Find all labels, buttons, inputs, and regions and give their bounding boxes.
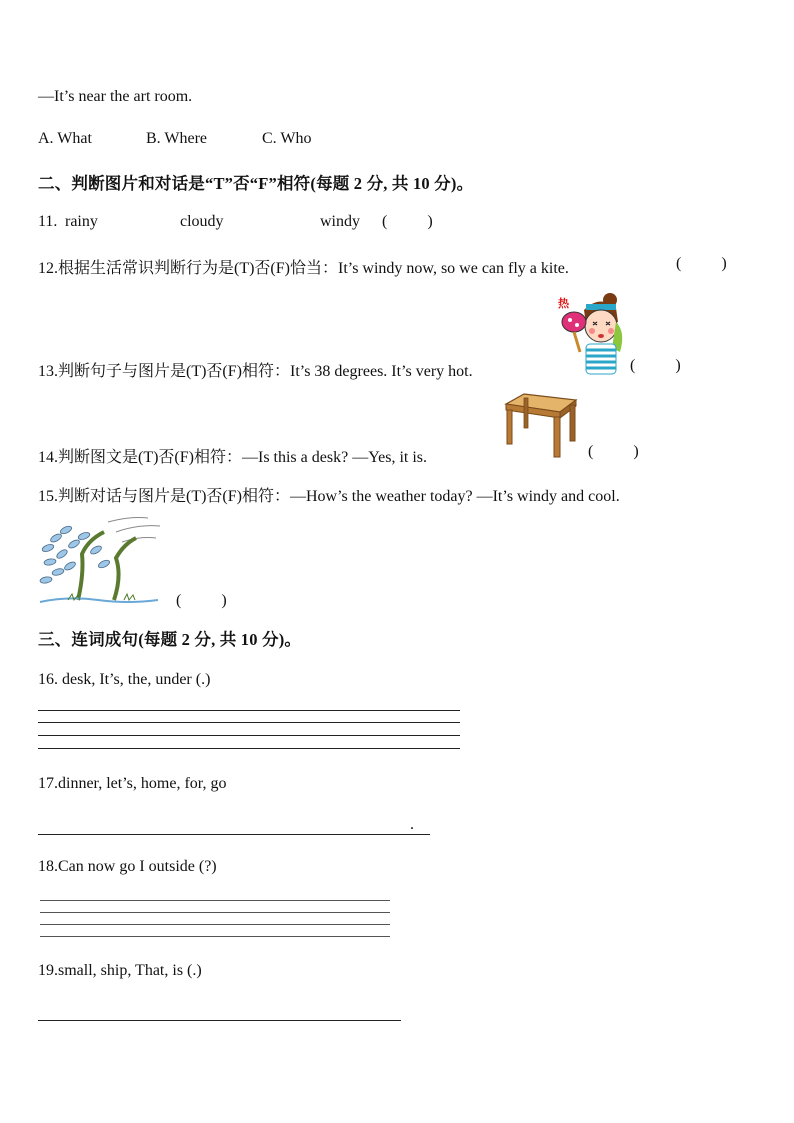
q19-writing-line[interactable] <box>38 1020 401 1021</box>
section3-heading: 三、连词成句(每题 2 分, 共 10 分)。 <box>38 630 302 649</box>
q16-writing-line-2[interactable] <box>38 722 460 723</box>
q16-writing-line-1[interactable] <box>38 710 460 711</box>
desk-image <box>500 394 578 458</box>
q14-text: 14.判断图文是(T)否(F)相符：—Is this a desk? —Yes, it is. <box>38 449 428 466</box>
q10-option-b: B. Where <box>146 130 208 147</box>
q16-writing-line-4[interactable] <box>38 748 460 749</box>
q11-number: 11. <box>38 213 58 230</box>
q17-period: . <box>410 816 414 833</box>
q11-word-rainy: rainy <box>65 213 98 230</box>
windy-tree-image <box>38 514 168 604</box>
q13-text: 13.判断句子与图片是(T)否(F)相符：It’s 38 degrees. It’s very hot. <box>38 363 473 380</box>
q18-text: 18.Can now go I outside (?) <box>38 858 217 875</box>
q10-answer-line: —It’s near the art room. <box>38 88 193 105</box>
section2-heading: 二、判断图片和对话是“T”否“F”相符(每题 2 分, 共 10 分)。 <box>38 174 474 193</box>
q11-word-windy: windy <box>320 213 360 230</box>
hot-girl-image <box>556 292 626 376</box>
q12-text: 12.根据生活常识判断行为是(T)否(F)恰当：It’s windy now, so we can fly a kite. <box>38 260 569 277</box>
q15-answer-blank[interactable]: ( ) <box>176 592 227 609</box>
hot-label: 热 <box>558 297 569 310</box>
q15-text: 15.判断对话与图片是(T)否(F)相符：—How’s the weather today? —It’s windy and cool. <box>38 488 620 505</box>
q10-option-a: A. What <box>38 130 92 147</box>
q18-writing-line-3[interactable] <box>40 924 390 925</box>
q19-text: 19.small, ship, That, is (.) <box>38 962 202 979</box>
q16-writing-line-3[interactable] <box>38 735 460 736</box>
q10-option-c: C. Who <box>262 130 312 147</box>
q18-writing-line-4[interactable] <box>40 936 390 937</box>
q11-word-cloudy: cloudy <box>180 213 224 230</box>
q13-answer-blank[interactable]: ( ) <box>630 357 681 374</box>
q14-answer-blank[interactable]: ( ) <box>588 443 639 460</box>
q12-answer-blank[interactable]: ( ) <box>676 255 727 272</box>
q11-answer-blank[interactable]: ( ) <box>382 213 433 230</box>
q18-writing-line-1[interactable] <box>40 900 390 901</box>
q17-writing-line[interactable] <box>38 834 430 835</box>
q17-text: 17.dinner, let’s, home, for, go <box>38 775 227 792</box>
q16-text: 16. desk, It’s, the, under (.) <box>38 671 211 688</box>
q18-writing-line-2[interactable] <box>40 912 390 913</box>
